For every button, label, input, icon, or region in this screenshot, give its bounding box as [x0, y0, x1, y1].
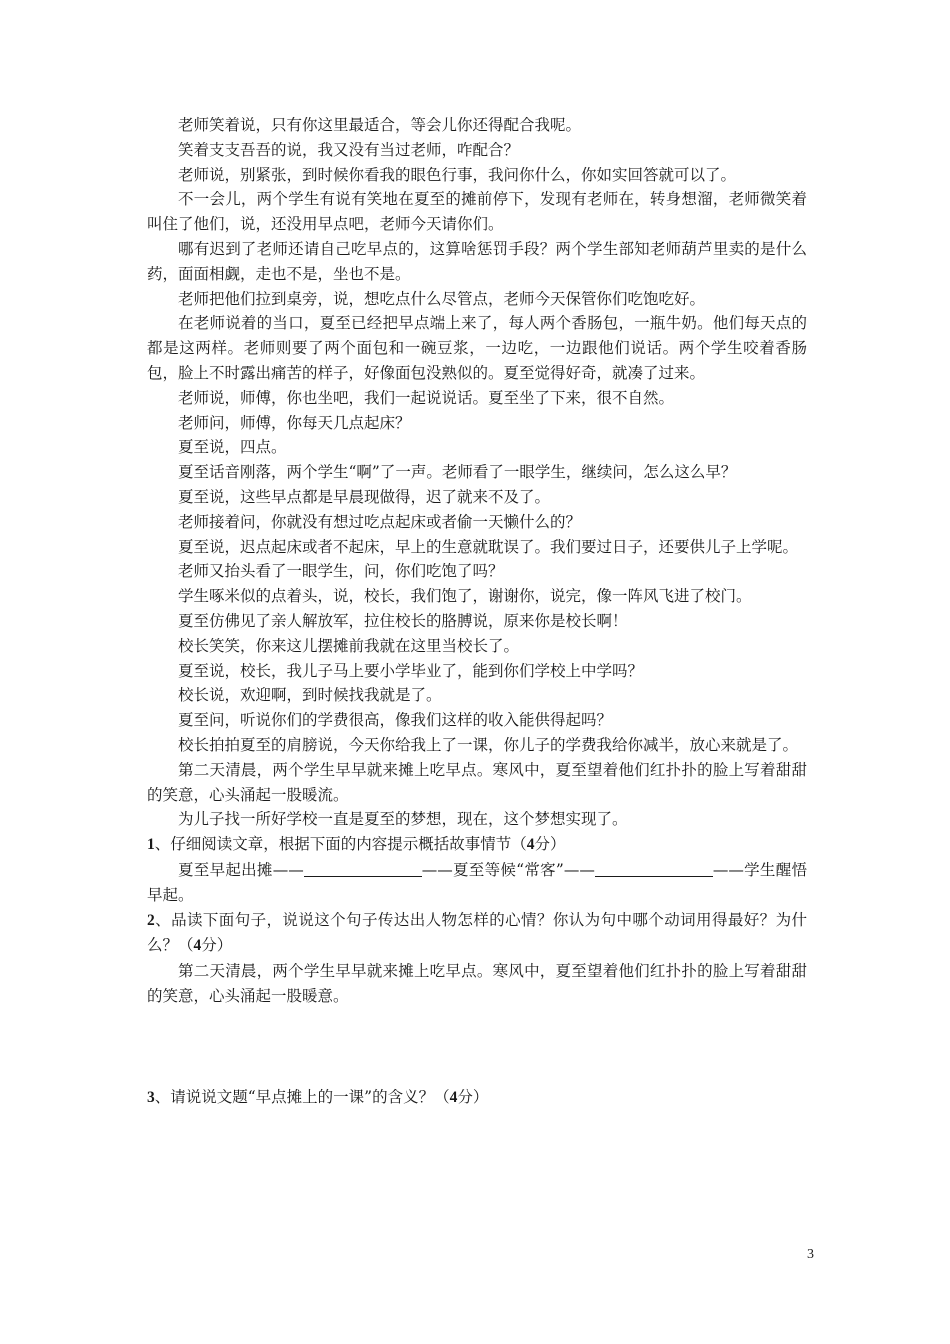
- question-points: 4: [193, 937, 202, 955]
- paragraph: 夏至仿佛见了亲人解放军，拉住校长的胳膊说，原来你是校长啊！: [178, 611, 628, 630]
- paragraph: 夏至说，校长，我儿子马上要小学毕业了，能到你们学校上中学吗？: [178, 661, 644, 680]
- paragraph: 老师说，别紧张，到时候你看我的眼色行事，我问你什么，你如实回答就可以了。: [178, 165, 737, 184]
- paragraph: 夏至话音刚落，两个学生“啊”了一声。老师看了一眼学生，继续问，怎么这么早？: [178, 463, 737, 482]
- question-text: 、品读下面句子，说说这个句子传达出人物怎样的心情？你认为句中哪个动词用得最好？为什么？（: [147, 910, 807, 955]
- fill-prompt-b: ——夏至等候“常客”——: [421, 860, 595, 879]
- paragraph: 在老师说着的当口，夏至已经把早点端上来了，每人两个香肠包，一瓶牛奶。他们每天点的都是这两样。老师则要了两个面包和一碗豆浆，一边吃，一边跟他们说话。两个学生咬着香肠包，脸上不时露出痛苦的样子，好像面包没熟似的。夏至觉得好奇，就凑了过来。: [147, 314, 807, 382]
- question-text: 、仔细阅读文章，根据下面的内容提示概括故事情节（: [154, 835, 527, 854]
- paragraph: 夏至说，迟点起床或者不起床，早上的生意就耽误了。我们要过日子，还要供儿子上学呢。: [178, 537, 799, 556]
- paragraph: 夏至说，四点。: [178, 438, 287, 457]
- answer-blank-1[interactable]: [304, 860, 422, 877]
- question-2: [147, 908, 807, 960]
- paragraph: 笑着支支吾吾的说，我又没有当过老师，咋配合？: [178, 140, 520, 159]
- paragraph: 校长拍拍夏至的肩膀说，今天你给我上了一课，你儿子的学费我给你减半，放心来就是了。: [178, 735, 799, 754]
- question-close: 分）: [457, 1087, 489, 1106]
- fill-prompt-c: ——学生醒悟早起。: [147, 860, 807, 904]
- question-number: 1: [147, 836, 155, 854]
- paragraph: 第二天清晨，两个学生早早就来摊上吃早点。寒风中，夏至望着他们红扑扑的脸上写着甜甜的笑意，心头涌起一股暖流。: [147, 760, 807, 804]
- question-points: 4: [526, 836, 535, 854]
- answer-space[interactable]: [147, 1009, 807, 1085]
- question-1-fill-line: [147, 858, 807, 908]
- answer-blank-2[interactable]: [595, 860, 713, 877]
- fill-prompt-a: 夏至早起出摊——: [178, 860, 304, 879]
- question-1: [147, 832, 807, 858]
- paragraph: 老师问，师傅，你每天几点起床？: [178, 413, 411, 432]
- paragraph: 老师说，师傅，你也坐吧，我们一起说说话。夏至坐了下来，很不自然。: [178, 388, 675, 407]
- question-points: 4: [449, 1088, 458, 1106]
- story-content: [147, 113, 807, 1110]
- paragraph: 学生啄米似的点着头，说，校长，我们饱了，谢谢你，说完，像一阵风飞进了校门。: [178, 587, 752, 606]
- paragraph: 老师把他们拉到桌旁，说，想吃点什么尽管点，老师今天保管你们吃饱吃好。: [178, 289, 706, 308]
- question-close: 分）: [534, 835, 566, 854]
- question-close: 分）: [201, 936, 233, 955]
- paragraph: 为儿子找一所好学校一直是夏至的梦想，现在，这个梦想实现了。: [178, 810, 628, 829]
- question-number: 3: [147, 1088, 155, 1106]
- question-3: [147, 1085, 807, 1111]
- question-text: 、请说说文题“早点摊上的一课”的含义？（: [154, 1087, 450, 1106]
- paragraph: 哪有迟到了老师还请自己吃早点的，这算啥惩罚手段？两个学生部知老师葫芦里卖的是什么药，面面相觑，走也不是，坐也不是。: [147, 239, 807, 283]
- paragraph: 校长说，欢迎啊，到时候找我就是了。: [178, 686, 442, 705]
- paragraph: 校长笑笑，你来这儿摆摊前我就在这里当校长了。: [178, 636, 520, 655]
- paragraph: 夏至问，听说你们的学费很高，像我们这样的收入能供得起吗？: [178, 711, 613, 730]
- page-number: 3: [807, 1247, 814, 1262]
- paragraph: 老师又抬头看了一眼学生，问，你们吃饱了吗？: [178, 562, 504, 581]
- paragraph: 老师接着问，你就没有想过吃点起床或者偷一天懒什么的？: [178, 512, 582, 531]
- paragraph: 夏至说，这些早点都是早晨现做得，迟了就来不及了。: [178, 487, 551, 506]
- question-2-quote: 第二天清晨，两个学生早早就来摊上吃早点。寒风中，夏至望着他们红扑扑的脸上写着甜甜的笑意，心头涌起一股暖意。: [147, 962, 807, 1005]
- paragraph: 老师笑着说，只有你这里最适合，等会儿你还得配合我呢。: [178, 116, 582, 134]
- question-number: 2: [147, 911, 155, 929]
- paragraph: 不一会儿，两个学生有说有笑地在夏至的摊前停下，发现有老师在，转身想溜，老师微笑着叫住了他们，说，还没用早点吧，老师今天请你们。: [147, 190, 807, 234]
